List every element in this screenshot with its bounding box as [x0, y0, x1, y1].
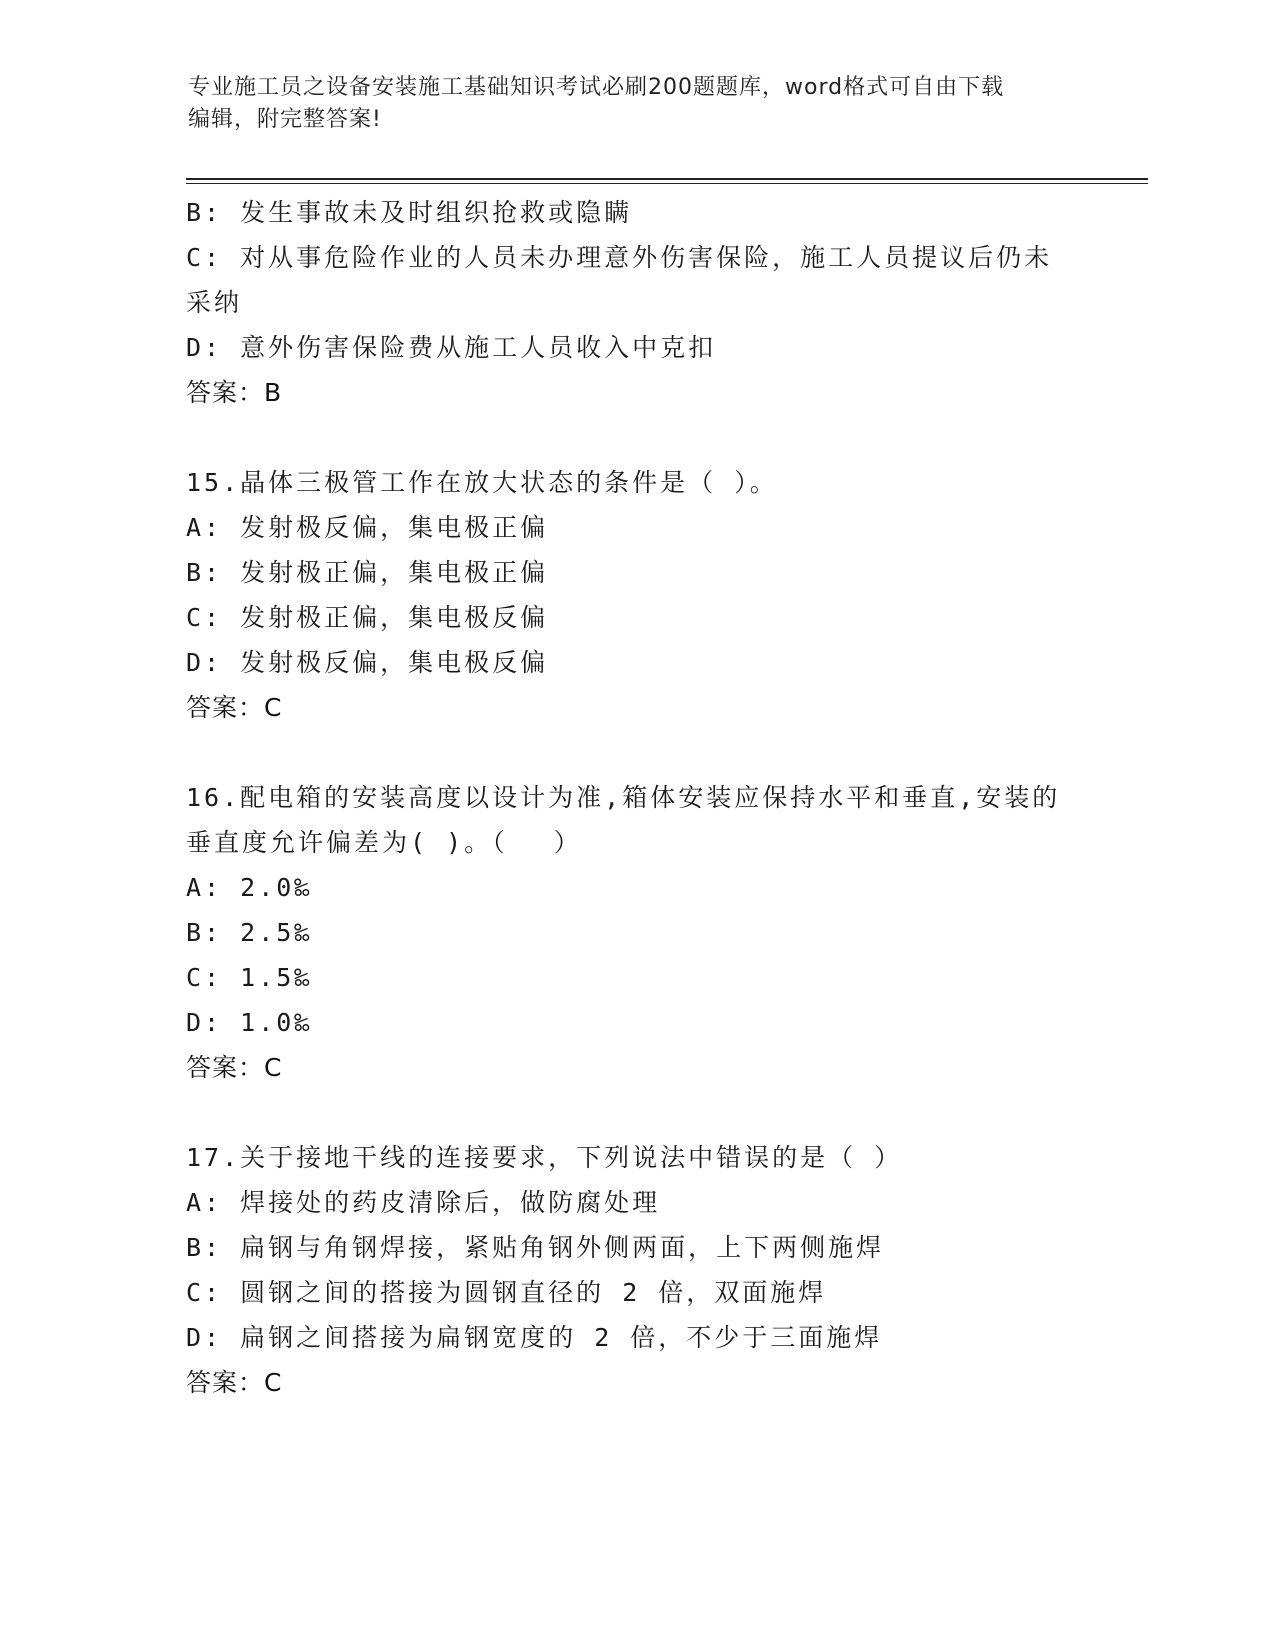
option-a: A: 发射极反偏，集电极正偏: [186, 513, 549, 542]
option-a: A: 2.0‰: [186, 873, 313, 902]
option-c: C: 发射极正偏，集电极反偏: [186, 603, 549, 632]
option-d: D: 扁钢之间搭接为扁钢宽度的 2 倍，不少于三面施焊: [186, 1323, 883, 1352]
question-stem-line-2: 垂直度允许偏差为( )。（ ）: [186, 828, 582, 857]
answer: 答案：C: [186, 693, 283, 722]
question-content: [186, 190, 1086, 1405]
option-b: B: 2.5‰: [186, 918, 313, 947]
question-16: [186, 775, 1086, 1090]
option-b: B: 扁钢与角钢焊接，紧贴角钢外侧两面，上下两侧施焊: [186, 1233, 885, 1262]
option-c: C: 1.5‰: [186, 963, 313, 992]
option-a: A: 焊接处的药皮清除后，做防腐处理: [186, 1188, 661, 1217]
answer: 答案：B: [186, 378, 283, 407]
answer: 答案：C: [186, 1368, 283, 1397]
option-d: D: 意外伤害保险费从施工人员收入中克扣: [186, 333, 717, 362]
question-stem-line-1: 16.配电箱的安装高度以设计为准,箱体安装应保持水平和垂直,安装的: [186, 783, 1061, 812]
document-header: [188, 72, 1068, 136]
option-d: D: 发射极反偏，集电极反偏: [186, 648, 549, 677]
question-14-tail: [186, 190, 1086, 415]
option-b: B: 发生事故未及时组织抢救或隐瞒: [186, 198, 633, 227]
option-c-line-2: 采纳: [186, 288, 243, 317]
header-divider-thick: [186, 178, 1148, 180]
question-17: [186, 1135, 1086, 1405]
option-b: B: 发射极正偏，集电极正偏: [186, 558, 549, 587]
header-divider-thin: [186, 183, 1148, 184]
option-d: D: 1.0‰: [186, 1008, 313, 1037]
answer: 答案：C: [186, 1053, 283, 1082]
question-stem: 15.晶体三极管工作在放大状态的条件是（ ）。: [186, 468, 778, 497]
option-c-line-1: C: 对从事危险作业的人员未办理意外伤害保险，施工人员提议后仍未: [186, 243, 1053, 272]
option-c: C: 圆钢之间的搭接为圆钢直径的 2 倍，双面施焊: [186, 1278, 827, 1307]
question-stem: 17.关于接地干线的连接要求，下列说法中错误的是（ ）: [186, 1143, 903, 1172]
question-15: [186, 460, 1086, 730]
header-line-1: 专业施工员之设备安装施工基础知识考试必刷200题题库，word格式可自由下载: [188, 75, 1005, 100]
header-line-2: 编辑，附完整答案!: [188, 107, 382, 132]
